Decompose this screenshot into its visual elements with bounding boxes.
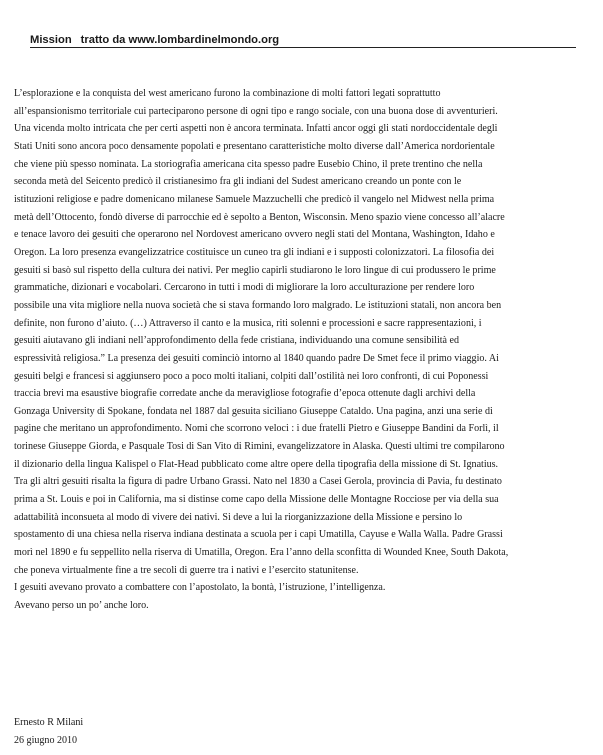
body-line: definite, non furono d’aiuto. (…) Attraverso il canto e la musica, riti solenni e processioni e sacre rappresentazioni, i: [14, 317, 482, 329]
header-label: Mission: [30, 34, 72, 46]
body-line: il dizionario della lingua Kalispel o Flat-Head pubblicato come altre opere della tipografia della missione di St. Ignatius.: [14, 458, 499, 470]
article-body: [14, 85, 590, 615]
body-line: traccia brevi ma esaustive biografie corredate anche da meravigliose fotografie d’epoca ottenute dagli archivi della: [14, 388, 476, 400]
body-line: Tra gli altri gesuiti risalta la figura di padre Urbano Grassi. Nato nel 1830 a Casei Gerola, provincia di Pavia, fu destinato: [14, 476, 502, 488]
body-line: e tenace lavoro dei gesuiti che operarono nel Nordovest americano ovvero negli stati del Montana, Washington, Idaho e: [14, 229, 495, 241]
body-line: I gesuiti avevano provato a combattere con l’apostolato, la bontà, l’istruzione, l’intelligenza.: [14, 582, 386, 594]
body-line: prima a St. Louis e poi in California, ma si distinse come capo della Missione delle Montagne Rocciose per via della sua: [14, 494, 499, 506]
body-line: gesuiti si basò sul rispetto della cultura dei nativi. Per meglio capirli studiarono le loro lingue di cui produssero le prime: [14, 264, 496, 276]
body-line: gesuiti belgi e francesi si aggiunsero poco a poco molti italiani, colpiti dall’ostilità nei loro confronti, di cui Poponessi: [14, 370, 489, 382]
body-line: Stati Uniti sono ancora poco densamente popolati e presentano caratteristiche molto diverse dall’America nordorientale: [14, 140, 495, 152]
body-line: spostamento di una chiesa nella riserva indiana destinata a scuola per i capi Umatilla, Cayuse e Walla Walla. Padre Grassi: [14, 529, 503, 541]
body-line: L’esplorazione e la conquista del west americano furono la combinazione di molti fattori legati soprattutto: [14, 88, 441, 99]
body-line: pagine che meritano un approfondimento. Nomi che scorrono veloci : i due fratelli Pietro e Giuseppe Bandini da Forlì, il: [14, 423, 499, 435]
header-source: tratto da www.lombardinelmondo.org: [80, 34, 280, 46]
body-line: istituzioni religiose e padre domenicano milanese Samuele Mazzuchelli che predicò il vangelo nel Midwest nella prima: [14, 193, 495, 205]
body-line: possibile una vita migliore nella nuova società che si stava formando loro malgrado. Le istituzioni statali, non ancora ben: [14, 299, 502, 311]
body-line: che viene più spesso nominata. La storiografia americana cita spesso padre Eusebio Chino, il prete trentino che nella: [14, 158, 483, 170]
body-line: seconda metà del Seicento predicò il cristianesimo fra gli indiani del Sudest americano creando un ponte con le: [14, 176, 462, 188]
article-date: 26 giugno 2010: [14, 735, 78, 746]
body-line: Oregon. La loro presenza evangelizzatrice costituisce un cuneo tra gli indiani e i supposti colonizzatori. La filosofia dei: [14, 246, 495, 258]
body-line: metà dell’Ottocento, fondò diverse di parrocchie ed è sepolto a Benton, Wisconsin. Meno spazio viene concesso all’alacre: [14, 211, 505, 223]
body-line: all’espansionismo territoriale cui parteciparono persone di ogni tipo e rango sociale, con una buona dose di avventurieri.: [14, 105, 498, 117]
body-line: che poneva virtualmente fine a tre secoli di guerre tra i nativi e l’esercito statunitense.: [14, 564, 359, 576]
body-line: torinese Giuseppe Giorda, e Pasquale Tosi di San Vito di Rimini, evangelizzatore in Alaska. Questi ultimi tre compilarono: [14, 441, 505, 453]
body-line: Una vicenda molto intricata che per certi aspetti non è ancora terminata. Infatti ancor oggi gli stati nordoccidentale degli: [14, 123, 498, 135]
body-line: gesuiti aiutavano gli indiani nell’approfondimento della fede cristiana, individuando una comune sensibilità ed: [14, 335, 460, 347]
body-line: Avevano perso un po’ anche loro.: [14, 600, 149, 612]
body-line: morì nel 1890 e fu seppellito nella riserva di Umatilla, Oregon. Era l’anno della sconfitta di Wounded Knee, South Dakota,: [14, 547, 509, 559]
body-line: adattabilità inconsueta al modo di vivere dei nativi. Si deve a lui la riorganizzazione della Missione e persino lo: [14, 511, 463, 523]
body-line: Gonzaga University di Spokane, fondata nel 1887 dal gesuita siciliano Giuseppe Cataldo. Una pagina, anzi una serie di: [14, 405, 493, 417]
author-name: Ernesto R Milani: [14, 717, 84, 728]
body-line: grammatiche, dizionari e vocabolari. Cercarono in tutti i modi di migliorare la loro acculturazione per rendere loro: [14, 282, 475, 294]
document-header: [30, 33, 576, 48]
body-line: espressività religiosa.” La presenza dei gesuiti cominciò intorno al 1840 quando padre De Smet fece il primo viaggio. Ai: [14, 352, 499, 364]
